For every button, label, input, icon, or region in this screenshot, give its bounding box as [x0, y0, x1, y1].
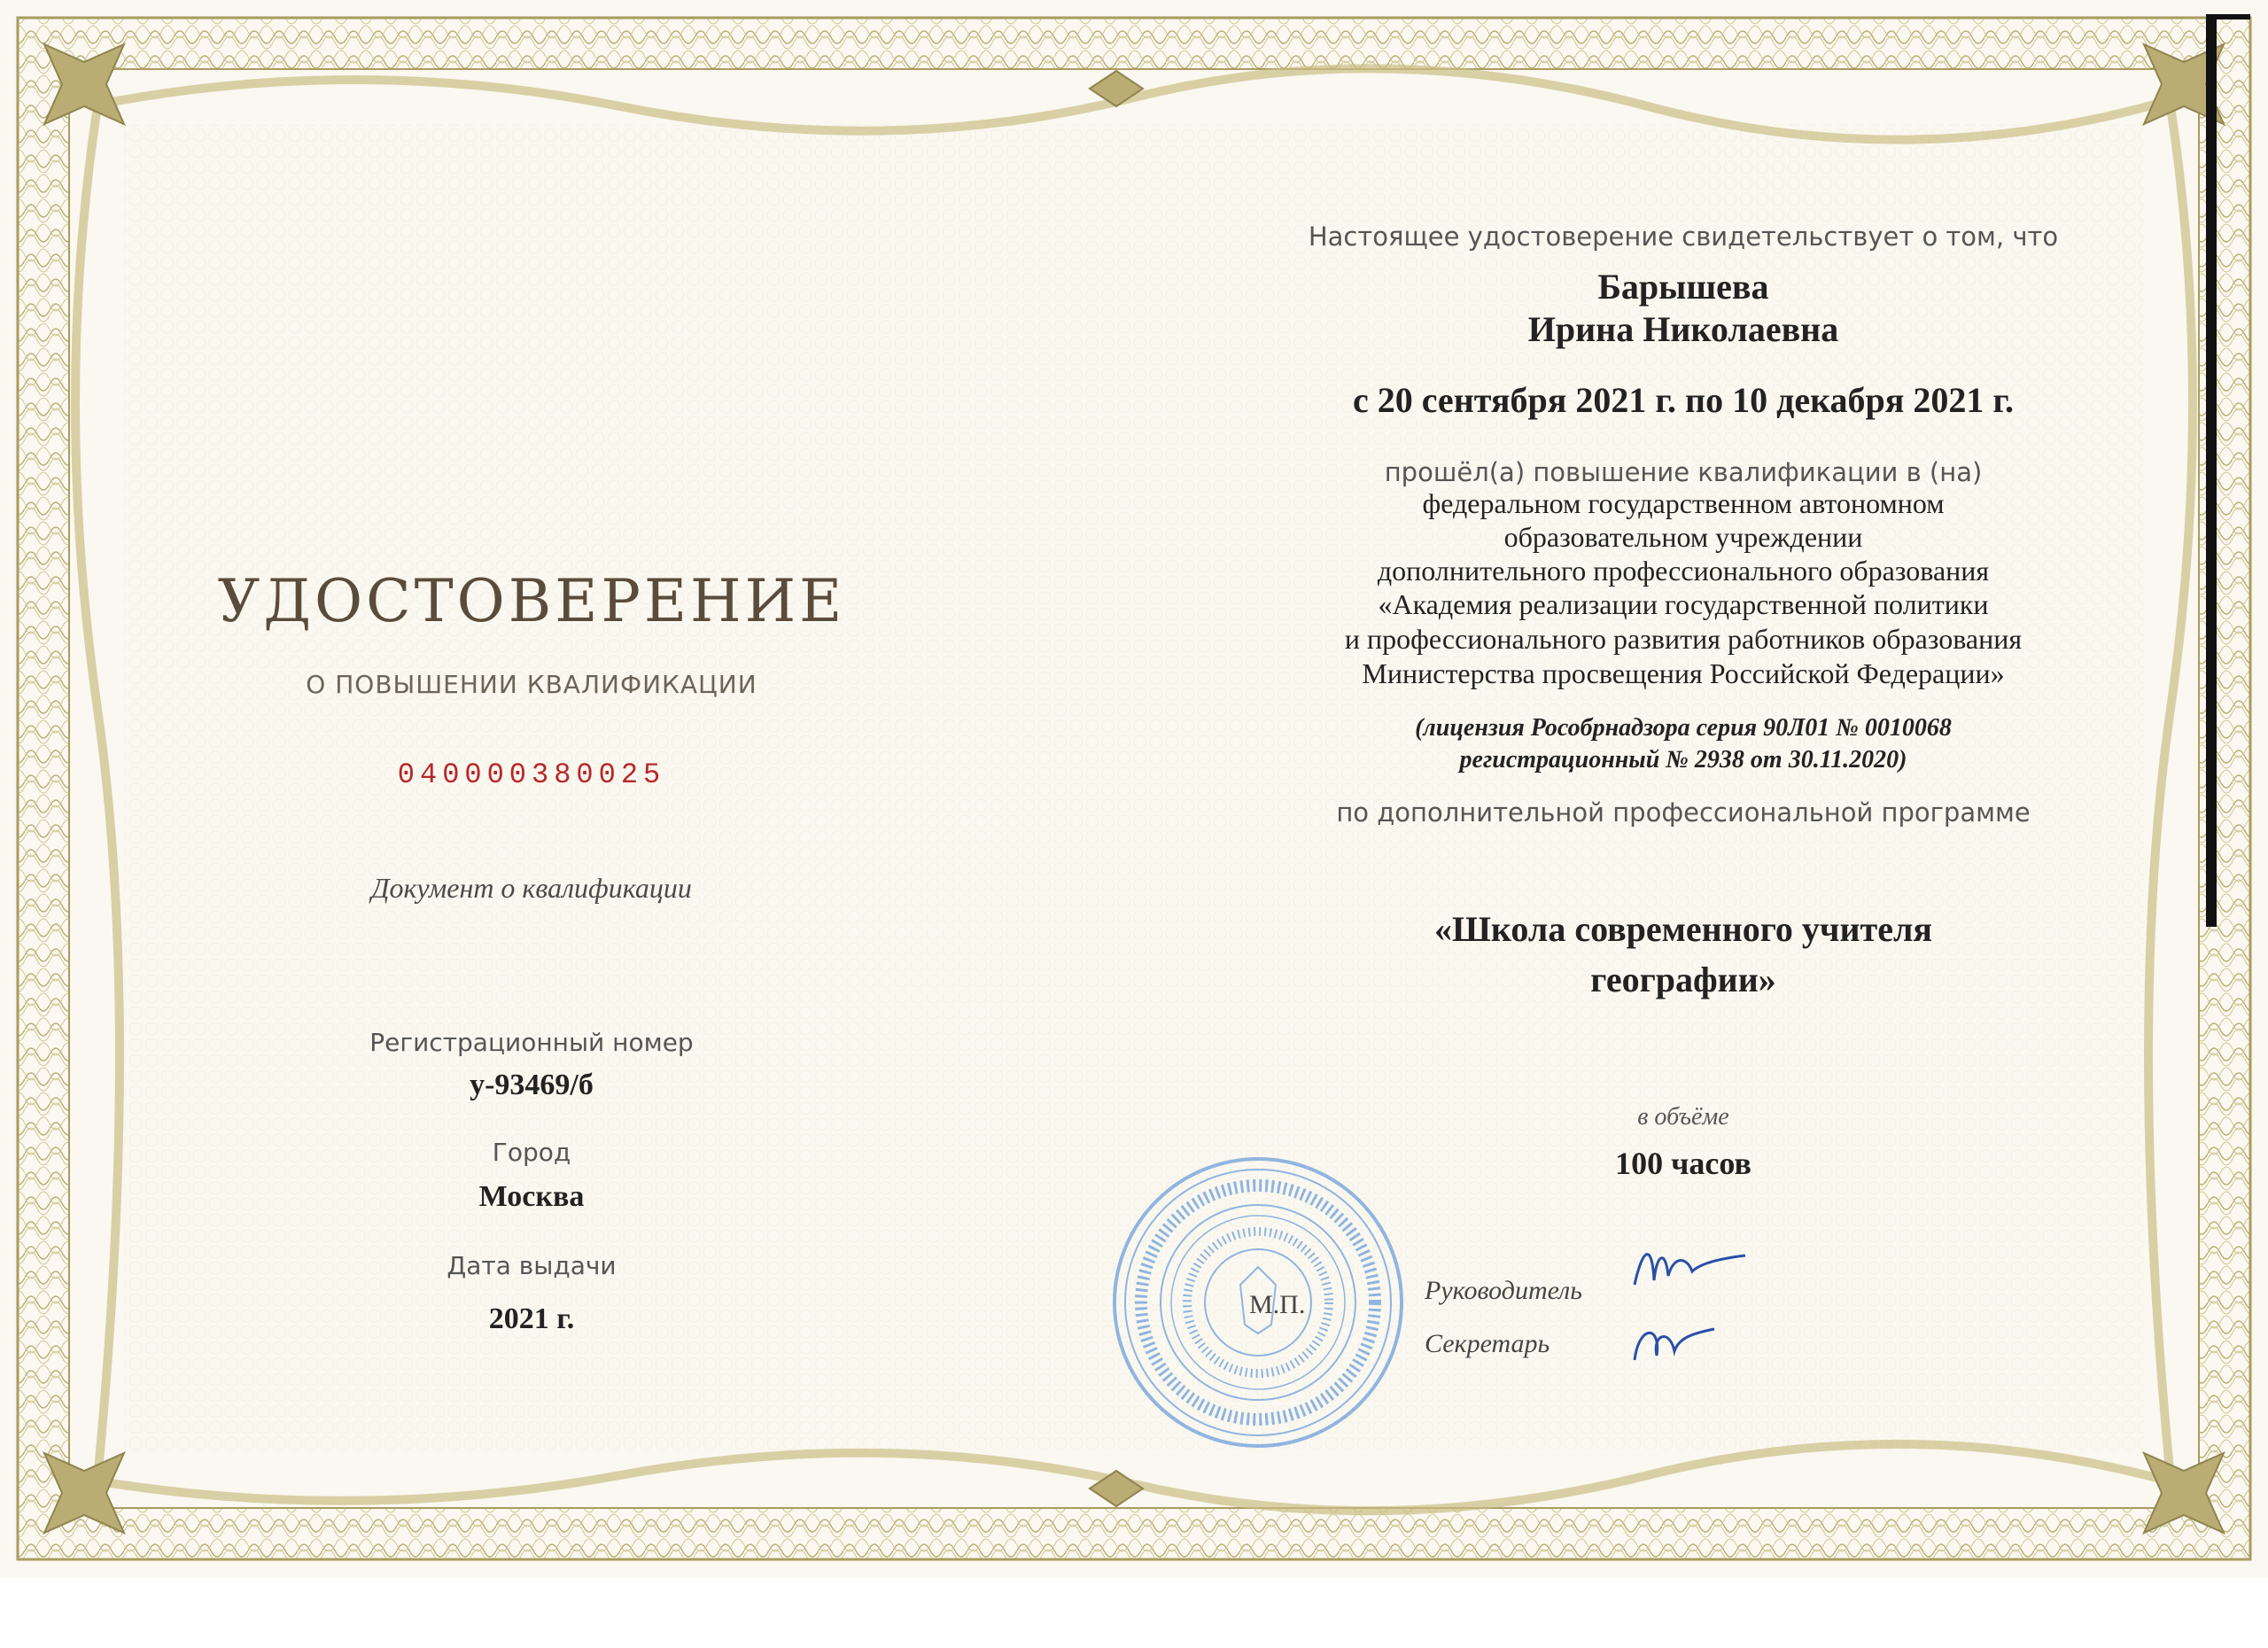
- recipient-surname: Барышева: [1597, 267, 1769, 307]
- head-label: Руководитель: [1425, 1276, 1582, 1305]
- serial-number: 040000380025: [397, 758, 666, 791]
- secretary-label: Секретарь: [1425, 1329, 1550, 1358]
- passed-text: прошёл(а) повышение квалификации в (на): [1384, 457, 1983, 487]
- head-signature: [1626, 1236, 1750, 1298]
- certificate-subtitle: О ПОВЫШЕНИИ КВАЛИФИКАЦИИ: [306, 670, 757, 699]
- program-label: по дополнительной профессиональной программе: [1336, 797, 2031, 828]
- secretary-signature: [1626, 1316, 1723, 1369]
- registration-number: у-93469/б: [470, 1069, 594, 1101]
- document-type: Документ о квалификации: [371, 872, 692, 904]
- program-title-line: географии»: [1590, 960, 1776, 999]
- intro-text: Настоящее удостоверение свидетельствует о том, что: [1308, 222, 2059, 252]
- organization-line: и профессионального развития работников образования: [1344, 623, 2023, 655]
- recipient-given-names: Ирина Николаевна: [1527, 309, 1839, 349]
- scan-edge-mark: [2206, 14, 2217, 927]
- license-line: регистрационный № 2938 от 30.11.2020): [1459, 746, 1907, 773]
- organization-line: федеральном государственном автономном: [1422, 487, 1945, 519]
- organization-line: образовательном учреждении: [1503, 521, 1863, 553]
- organization-line: Министерства просвещения Российской Федерации»: [1362, 657, 2005, 689]
- license-line: (лицензия Рособрнадзора серия 90Л01 № 0010068: [1415, 714, 1952, 742]
- program-title-line: «Школа современного учителя: [1433, 909, 1933, 949]
- city-label: Город: [492, 1138, 571, 1167]
- stamp-place: М.П.: [1249, 1290, 1306, 1319]
- certificate-title: УДОСТОВЕРЕНИЕ: [217, 567, 846, 635]
- organization-line: «Академия реализации государственной политики: [1378, 588, 1989, 620]
- issue-date-label: Дата выдачи: [447, 1251, 617, 1280]
- volume-label: в объёме: [1637, 1103, 1729, 1131]
- scan-edge-mark: [2206, 14, 2250, 19]
- training-period: с 20 сентября 2021 г. по 10 декабря 2021 г.: [1352, 380, 2015, 420]
- city-value: Москва: [478, 1180, 585, 1213]
- organization-line: дополнительного профессионального образования: [1377, 555, 1990, 587]
- hours-value: 100 часов: [1615, 1146, 1751, 1181]
- issue-date-value: 2021 г.: [488, 1302, 575, 1335]
- registration-label: Регистрационный номер: [369, 1028, 694, 1057]
